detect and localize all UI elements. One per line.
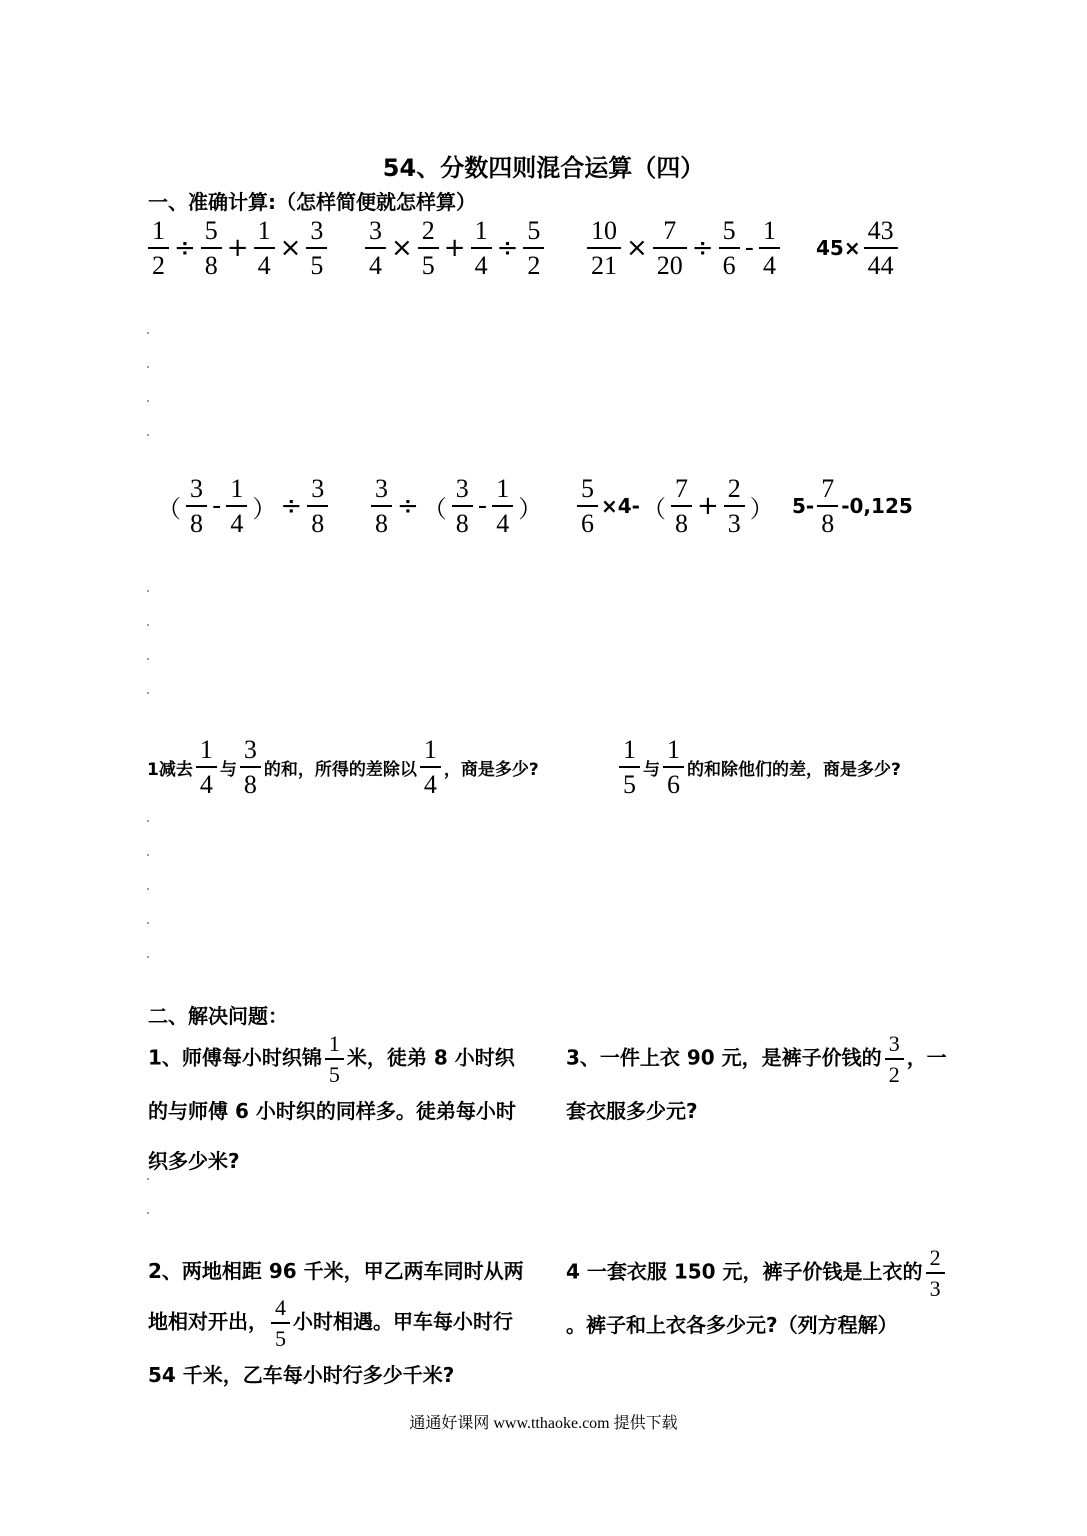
expr-row2-3 [574,466,776,546]
problem-text: 2、两地相距 96 千米，甲乙两车同时从两地相对开出， [148,1259,524,1334]
expr-lead: 45× [816,236,861,260]
fraction: $\frac{5}{6}$ [577,475,598,538]
fraction: $\frac{3}{8}$ [186,475,207,538]
word-problem-1 [147,727,539,807]
operator: ÷ [496,233,519,263]
problem-text: ，一套衣服多少元? [566,1045,947,1124]
expr-row1-4 [816,208,901,288]
fraction: $\frac{7}{8}$ [671,475,692,538]
fraction: $\frac{1}{6}$ [663,736,684,799]
word-text: 1减去 [147,759,193,780]
section2-heading: 二、解决问题： [148,1004,288,1028]
fraction: $\frac{1}{2}$ [148,217,169,280]
margin-dot [147,922,149,924]
paren: ） [252,494,277,523]
margin-dot [147,1212,149,1214]
margin-dot [147,888,149,890]
margin-dot [147,854,149,856]
margin-dot [147,400,149,402]
fraction: $\frac{5}{2}$ [523,217,544,280]
margin-dot [147,366,149,368]
margin-dot [147,820,149,822]
expr-row2-2 [368,466,544,546]
fraction: $\frac{1}{4}$ [196,736,217,799]
fraction: $\frac{3}{5}$ [306,217,327,280]
problem-text: 米，徒弟 8 小时织的与师傅 6 小时织的同样多。徒弟每小时织多少米? [148,1045,516,1174]
operator: × [391,233,413,263]
margin-dot [147,692,149,694]
word-text: 的和除他们的差，商是多少? [687,759,901,780]
operator: ÷ [174,233,196,263]
operator: ÷ [280,491,303,521]
fraction: $\frac{3}{8}$ [307,475,328,538]
fraction: $\frac{10}{21}$ [587,217,621,280]
fraction: $\frac{1}{4}$ [759,217,780,280]
word-problem-2 [616,727,901,807]
operator: - [212,491,222,521]
problem-text: 小时相遇。甲车每小时行 54 千米，乙车每小时行多少千米? [148,1309,513,1388]
operator: - [744,233,754,263]
paren: （ [641,494,666,523]
fraction: $\frac{2}{3}$ [926,1246,945,1300]
paren: ） [518,494,543,523]
fraction: $\frac{1}{4}$ [420,736,441,799]
word-text: 与 [219,759,237,780]
expr-row2-4 [792,466,913,546]
paren: （ [422,494,447,523]
word-text: ，商是多少? [443,759,539,780]
operator: × [626,233,648,263]
fraction: $\frac{1}{4}$ [254,217,275,280]
page-title: 54、分数四则混合运算（四） [382,154,705,182]
section1-heading: 一、准确计算:（怎样简便就怎样算） [148,190,476,214]
fraction: $\frac{3}{8}$ [240,736,261,799]
problem-4 [566,1246,951,1350]
fraction: $\frac{1}{4}$ [492,475,513,538]
expr-row2-1 [155,466,331,546]
problem-3 [566,1032,951,1136]
fraction: $\frac{7}{20}$ [653,217,687,280]
fraction: $\frac{5}{8}$ [201,217,222,280]
fraction: $\frac{1}{4}$ [471,217,492,280]
fraction: $\frac{5}{6}$ [719,217,740,280]
problem-text: 。裤子和上衣各多少元?（列方程解） [566,1313,898,1338]
paren: （ [157,494,181,523]
fraction: $\frac{43}{44}$ [864,217,898,280]
fraction: $\frac{3}{8}$ [452,475,473,538]
fraction: $\frac{1}{4}$ [226,475,247,538]
fraction: $\frac{3}{4}$ [365,217,386,280]
operator: + [226,233,249,263]
fraction: $\frac{3}{2}$ [885,1032,904,1086]
expr-row1-1 [145,208,330,288]
footer-credit: 通通好课网 www.tthaoke.com 提供下载 [409,1415,678,1432]
operator: + [696,491,719,521]
fraction: $\frac{2}{3}$ [724,475,745,538]
expr-row1-3 [584,208,783,288]
operator: × [279,233,302,263]
margin-dot [147,956,149,958]
problem-text: 3、一件上衣 90 元，是裤子价钱的 [566,1045,882,1070]
word-text: 与 [643,759,660,780]
fraction: $\frac{7}{8}$ [817,475,838,538]
fraction: $\frac{1}{5}$ [619,736,640,799]
operator: + [443,233,466,263]
problem-1 [148,1032,528,1186]
margin-dot [147,624,149,626]
fraction: $\frac{1}{5}$ [325,1032,344,1086]
fraction: $\frac{2}{5}$ [418,217,439,280]
fraction: $\frac{4}{5}$ [271,1296,290,1350]
margin-dot [147,434,149,436]
operator: ÷ [397,491,419,521]
problem-2 [148,1246,528,1400]
expr-row1-2 [362,208,547,288]
margin-dot [147,590,149,592]
expr-mid: ×4- [601,494,640,518]
margin-dot [147,658,149,660]
problem-text: 4 一套衣服 150 元，裤子价钱是上衣的 [566,1259,923,1284]
problem-text: 1、师傅每小时织锦 [148,1045,322,1070]
operator: - [477,491,488,521]
expr-tail: -0,125 [841,494,913,518]
paren: ） [749,494,774,523]
fraction: $\frac{3}{8}$ [371,475,392,538]
word-text: 的和，所得的差除以 [263,759,417,780]
margin-dot [147,332,149,334]
expr-lead: 5- [792,494,815,518]
operator: ÷ [691,233,714,263]
